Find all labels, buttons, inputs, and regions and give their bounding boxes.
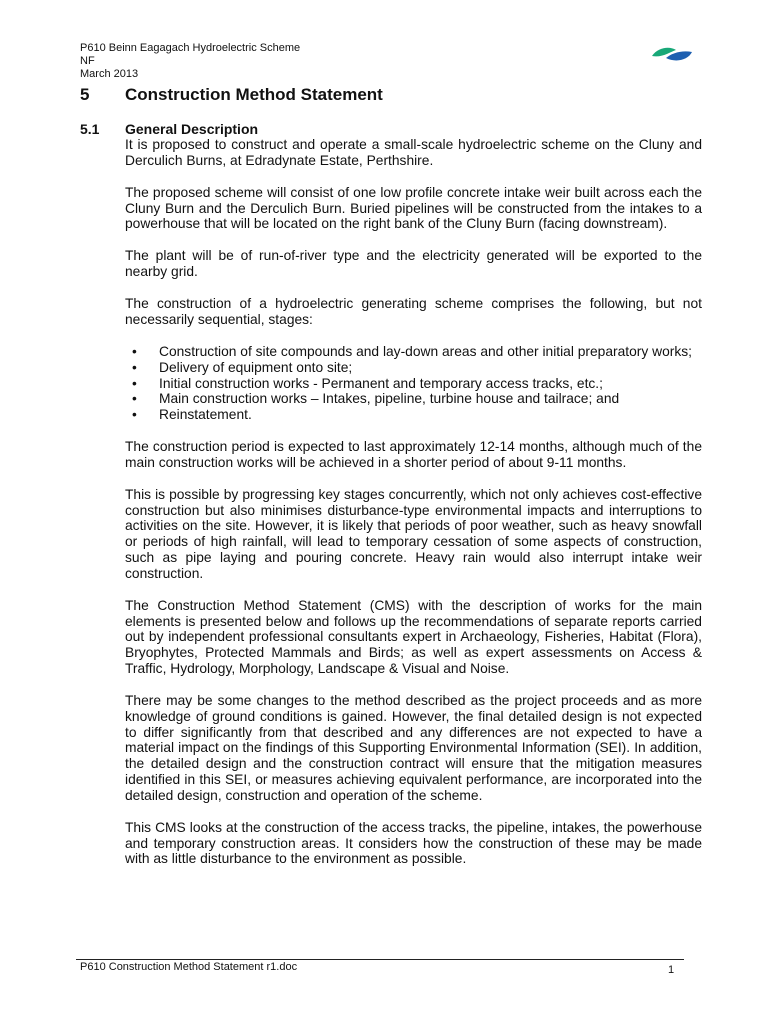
paragraph: There may be some changes to the method described as the project proceeds and as more knowledge of ground conditions is gained. However, the final detailed design is not expected to differ significantly from that described and any differences are not expected to have a material impact on the findings of this Supporting Environmental Information (SEI). In addition, the detailed design and the construction contract will ensure that the mitigation measures identified in this SEI, or measures achieving equivalent performance, are incorporated into the detailed design, construction and operation of the scheme. bbox=[125, 693, 702, 803]
subsection-title: General Description bbox=[125, 121, 259, 137]
stages-list bbox=[125, 344, 702, 423]
list-item-text: Reinstatement. bbox=[159, 407, 252, 423]
page-number: 1 bbox=[668, 964, 675, 976]
paragraph: It is proposed to construct and operate a small-scale hydroelectric scheme on the Cluny and Derculich Burns, at Edradynate Estate, Perthshire. bbox=[125, 137, 702, 168]
bullet-icon: • bbox=[132, 343, 137, 359]
section-title: Construction Method Statement bbox=[125, 85, 383, 104]
paragraph: The Construction Method Statement (CMS) with the description of works for the main elements is presented below and follows up the recommendations of separate reports carried out by independent professional consultants expert in Archaeology, Fisheries, Habitat (Flora), Bryophytes, Protected Mammals and Birds; as well as expert assessments on Access & Traffic, Hydrology, Morphology, Landscape & Visual and Noise. bbox=[125, 597, 702, 677]
bullet-icon: • bbox=[132, 375, 137, 391]
subsection-number: 5.1 bbox=[80, 121, 100, 137]
header-project: P610 Beinn Eagagach Hydroelectric Scheme bbox=[80, 42, 301, 54]
paragraph: This CMS looks at the construction of the access tracks, the pipeline, intakes, the powerhouse and temporary construction areas. It considers how the construction of these may be made with as little disturbance to the environment as possible. bbox=[125, 819, 702, 867]
paragraph: This is possible by progressing key stages concurrently, which not only achieves cost-effective construction but also minimises disturbance-type environmental impacts and interruptions to activities on the site. However, it is likely that periods of poor weather, such as heavy snowfall or periods of high rainfall, will lead to temporary cessation of some aspects of construction, such as pipe laying and pouring concrete. Heavy rain would also interrupt intake weir construction. bbox=[125, 486, 702, 581]
header-initials: NF bbox=[80, 55, 95, 67]
body-text bbox=[125, 137, 702, 883]
subsection-heading bbox=[80, 121, 258, 137]
header-date: March 2013 bbox=[80, 68, 139, 80]
paragraph: The proposed scheme will consist of one low profile concrete intake weir built across each the Cluny Burn and the Derculich Burn. Buried pipelines will be constructed from the intakes to a powerhouse that will be located on the right bank of the Cluny Burn (facing downstream). bbox=[125, 184, 702, 232]
list-item-text: Delivery of equipment onto site; bbox=[159, 359, 353, 375]
footer-filename: P610 Construction Method Statement r1.doc bbox=[80, 961, 298, 973]
list-item bbox=[132, 391, 702, 407]
list-item-text: Main construction works – Intakes, pipeline, turbine house and tailrace; and bbox=[159, 391, 620, 407]
footer-divider bbox=[76, 959, 684, 960]
bullet-icon: • bbox=[132, 359, 137, 375]
bullet-icon: • bbox=[132, 391, 137, 407]
section-number: 5 bbox=[80, 85, 90, 104]
list-item bbox=[132, 375, 702, 392]
section-heading bbox=[80, 85, 383, 105]
paragraph: The construction of a hydroelectric generating scheme comprises the following, but not necessarily sequential, stages: bbox=[125, 296, 702, 327]
list-item bbox=[132, 407, 702, 423]
paragraph: The plant will be of run-of-river type and the electricity generated will be exported to the nearby grid. bbox=[125, 248, 702, 280]
list-item bbox=[132, 359, 702, 376]
paragraph: The construction period is expected to last approximately 12-14 months, although much of the main construction works will be achieved in a shorter period of about 9-11 months. bbox=[125, 439, 702, 470]
list-item bbox=[132, 343, 702, 360]
company-logo bbox=[650, 44, 694, 64]
bullet-icon: • bbox=[132, 407, 137, 423]
list-item-text: Construction of site compounds and lay-down areas and other initial preparatory works; bbox=[159, 343, 692, 359]
list-item-text: Initial construction works - Permanent and temporary access tracks, etc.; bbox=[159, 375, 603, 391]
page-header bbox=[80, 42, 300, 81]
